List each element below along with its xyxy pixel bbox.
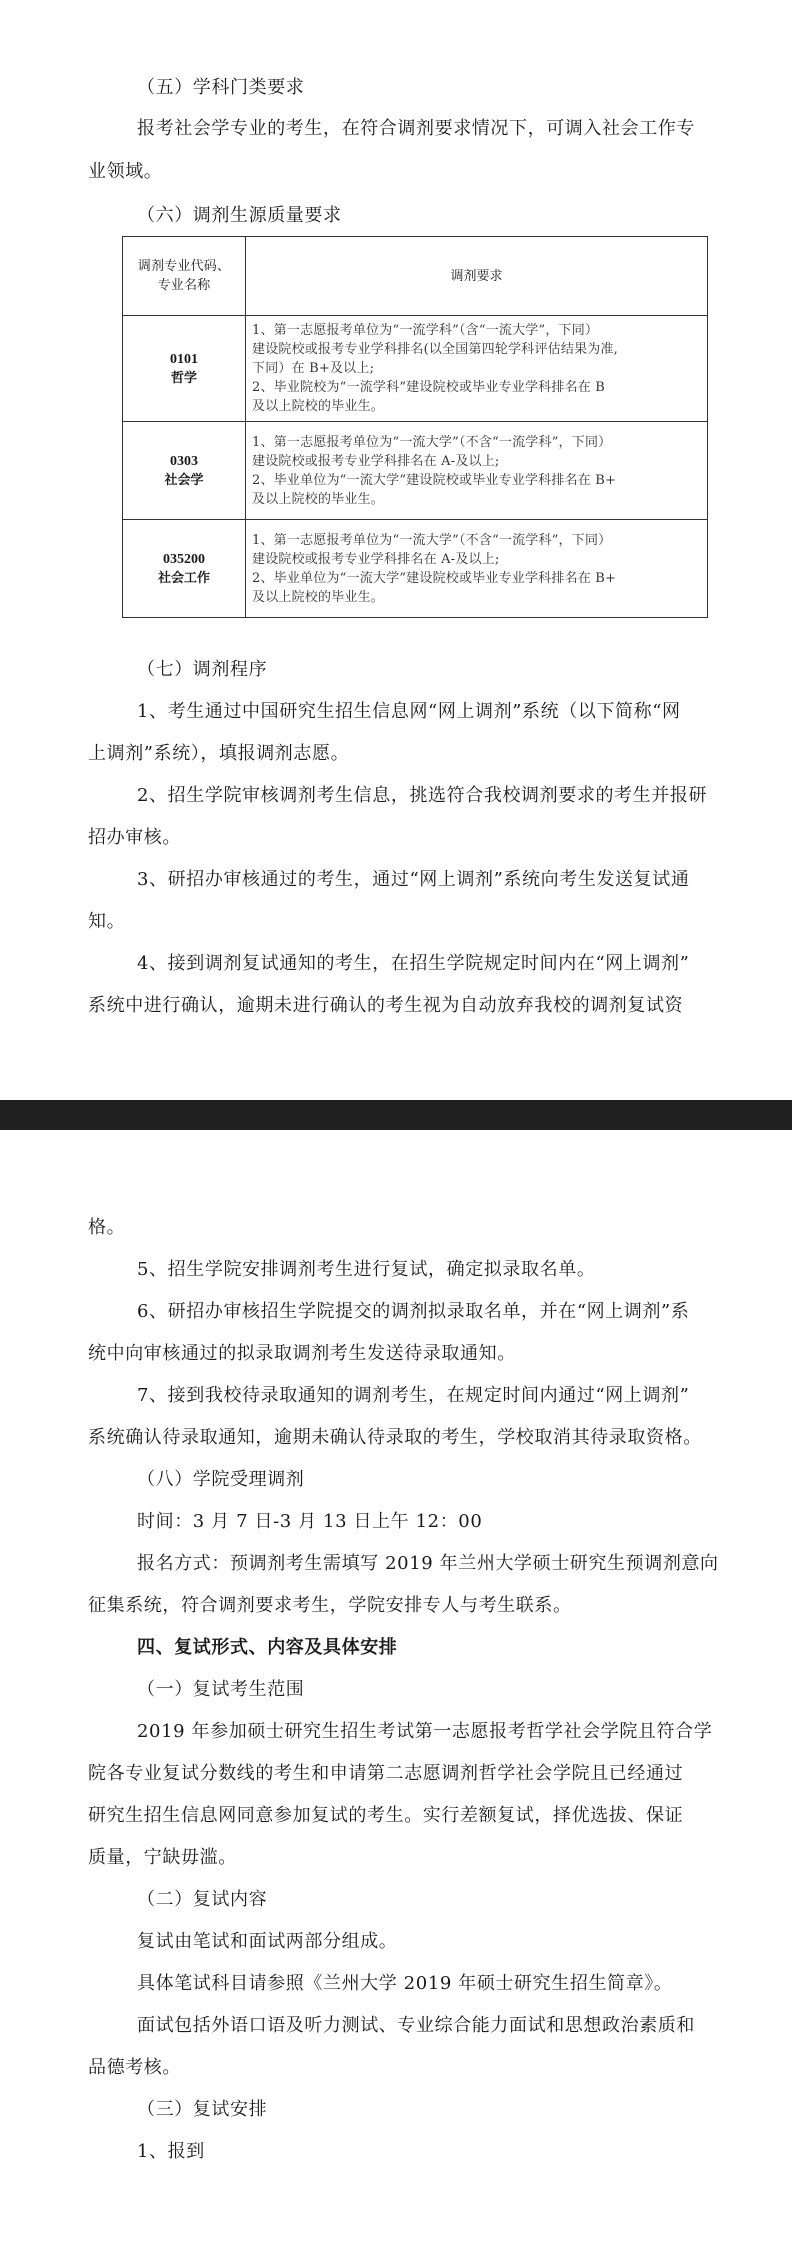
s1-text-line2: 院各专业复试分数线的考生和申请第二志愿调剂哲学社会学院且已经通过 — [88, 1763, 684, 1784]
section-8-title: （八）学院受理调剂 — [137, 1469, 305, 1490]
item-5: 5、招生学院安排调剂考生进行复试，确定拟录取名单。 — [137, 1259, 596, 1280]
document-page-2 — [0, 1130, 792, 2252]
page-separator — [0, 1100, 792, 1130]
requirement-cell: 1、第一志愿报考单位为“一流学科”（含“一流大学”，下同） 建设院校或报考专业学科排名(以全国第四轮学科评估结果为准, 下同）在 B+及以上; 2、毕业院校为“一流学科”建设院校或毕业专业学科排名在 B 及以上院校的毕业生。 — [246, 316, 708, 422]
s2-paragraph-2: 具体笔试科目请参照《兰州大学 2019 年硕士研究生招生简章》。 — [137, 1973, 673, 1994]
signup-line2: 征集系统，符合调剂要求考生，学院安排专人与考生联系。 — [88, 1595, 572, 1616]
table-header-row — [123, 237, 708, 316]
major-name: 社会工作 — [157, 570, 210, 586]
item-6-line2: 统中向审核通过的拟录取调剂考生发送待录取通知。 — [88, 1343, 516, 1364]
major-code: 0303 — [170, 453, 198, 469]
major-code: 0101 — [170, 351, 198, 367]
s3-item-1: 1、报到 — [137, 2141, 205, 2162]
sec7-item2-line2: 招办审核。 — [88, 827, 181, 848]
s1-text-line3: 研究生招生信息网同意参加复试的考生。实行差额复试，择优选拔、保证 — [88, 1805, 684, 1826]
subsection-2-title: （二）复试内容 — [137, 1889, 268, 1910]
sec7-item4-line1: 4、接到调剂复试通知的考生，在招生学院规定时间内在“网上调剂” — [137, 953, 690, 974]
table-row — [123, 316, 708, 422]
item-6-line1: 6、研招办审核招生学院提交的调剂拟录取名单，并在“网上调剂”系 — [137, 1301, 690, 1322]
s2-paragraph-3-line1: 面试包括外语口语及听力测试、专业综合能力面试和思想政治素质和 — [137, 2015, 695, 2036]
continued-text: 格。 — [88, 1217, 126, 1238]
sec7-item1-line1: 1、考生通过中国研究生招生信息网“网上调剂”系统（以下简称“网 — [137, 701, 681, 722]
major-code: 035200 — [163, 551, 205, 567]
section-5-text-line-1: 报考社会学专业的考生，在符合调剂要求情况下，可调入社会工作专 — [137, 118, 695, 139]
sec7-item4-line2: 系统中进行确认，逾期未进行确认的考生视为自动放弃我校的调剂复试资 — [88, 995, 684, 1016]
sec7-item3-line1: 3、研招办审核通过的考生，通过“网上调剂”系统向考生发送复试通 — [137, 869, 690, 890]
item-7-line2: 系统确认待录取通知，逾期未确认待录取的考生，学校取消其待录取资格。 — [88, 1427, 702, 1448]
item-7-line1: 7、接到我校待录取通知的调剂考生，在规定时间内通过“网上调剂” — [137, 1385, 690, 1406]
major-cell — [123, 316, 246, 422]
sec7-item1-line2: 上调剂”系统），填报调剂志愿。 — [88, 743, 350, 764]
sec7-item3-line2: 知。 — [88, 911, 126, 932]
table-row — [123, 422, 708, 520]
s2-paragraph-1: 复试由笔试和面试两部分组成。 — [137, 1931, 398, 1952]
requirement-cell: 1、第一志愿报考单位为“一流大学”（不含“一流学科”，下同） 建设院校或报考专业学科排名在 A-及以上; 2、毕业单位为“一流大学”建设院校或毕业专业学科排名在 B+ 及以上院校的毕业生。 — [246, 422, 708, 520]
time-line: 时间：3 月 7 日-3 月 13 日上午 12：00 — [137, 1511, 483, 1532]
major-name: 哲学 — [170, 370, 197, 386]
subsection-1-title: （一）复试考生范围 — [137, 1679, 305, 1700]
signup-line1: 报名方式：预调剂考生需填写 2019 年兰州大学硕士研究生预调剂意向 — [137, 1553, 719, 1574]
section-4-heading: 四、复试形式、内容及具体安排 — [137, 1637, 398, 1658]
major-cell — [123, 520, 246, 618]
document-page-1 — [0, 0, 792, 1100]
major-cell — [123, 422, 246, 520]
section-6-title: （六）调剂生源质量要求 — [137, 205, 342, 226]
subsection-3-title: （三）复试安排 — [137, 2099, 268, 2120]
s2-paragraph-3-line2: 品德考核。 — [88, 2057, 181, 2078]
header-requirements: 调剂要求 — [246, 237, 708, 316]
table-row — [123, 520, 708, 618]
sec7-item2-line1: 2、招生学院审核调剂考生信息，挑选符合我校调剂要求的考生并报研 — [137, 785, 708, 806]
section-5-text-line-2: 业领域。 — [88, 161, 163, 182]
s1-text-line1: 2019 年参加硕士研究生招生考试第一志愿报考哲学社会学院且符合学 — [137, 1721, 713, 1742]
major-name: 社会学 — [164, 472, 204, 488]
header-major-code: 调剂专业代码、 专业名称 — [123, 237, 246, 316]
section-5-title: （五）学科门类要求 — [137, 77, 305, 98]
requirements-table — [122, 236, 708, 618]
requirement-cell: 1、第一志愿报考单位为“一流大学”（不含“一流学科”，下同） 建设院校或报考专业学科排名在 A-及以上; 2、毕业单位为“一流大学”建设院校或毕业专业学科排名在 B+ 及以上院校的毕业生。 — [246, 520, 708, 618]
s1-text-line4: 质量，宁缺毋滥。 — [88, 1847, 237, 1868]
section-7-title: （七）调剂程序 — [137, 659, 268, 680]
